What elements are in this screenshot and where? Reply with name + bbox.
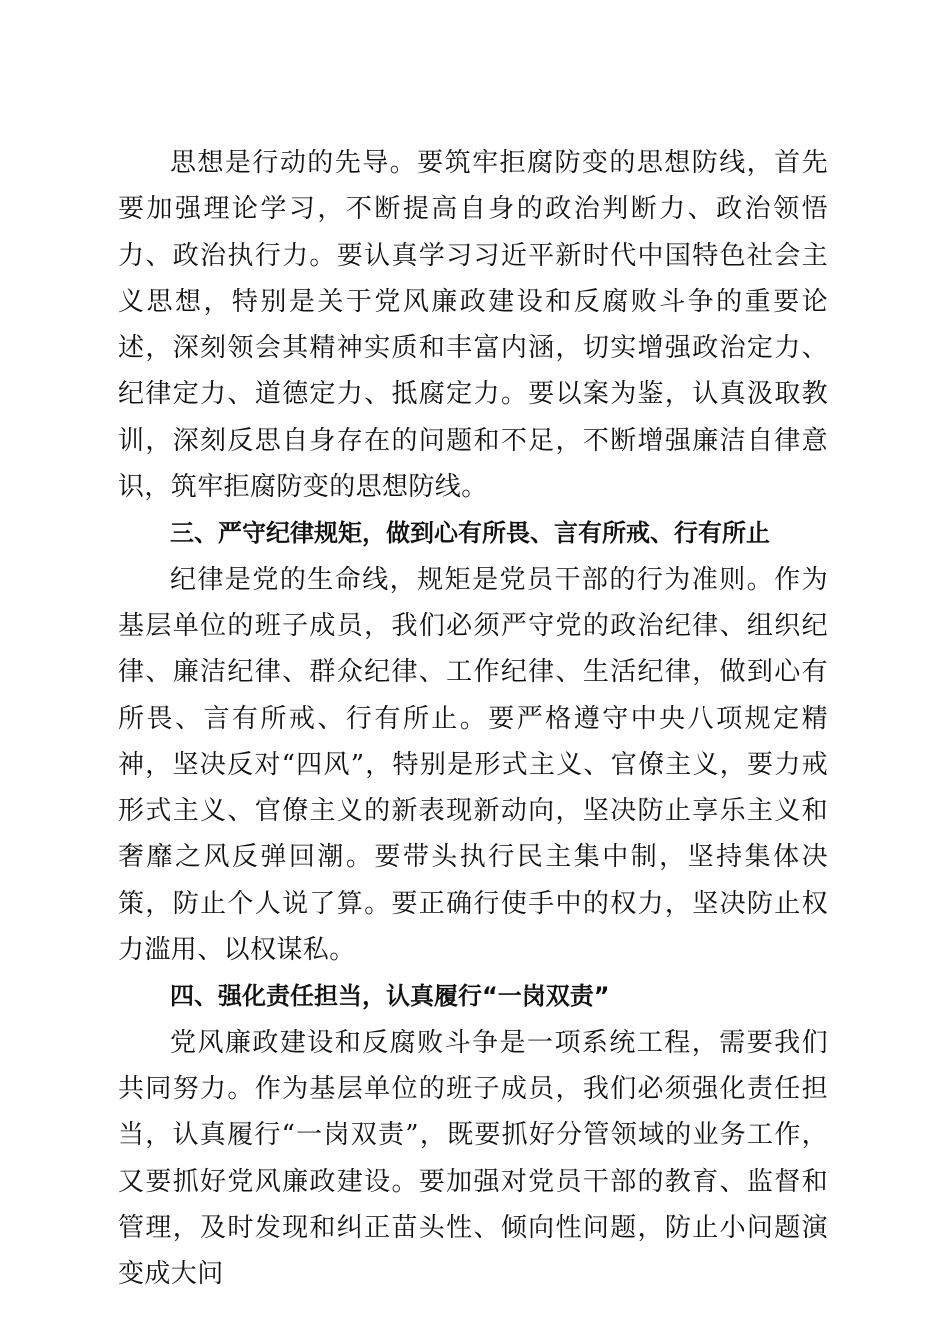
paragraph-discipline: 纪律是党的生命线，规矩是党员干部的行为准则。作为基层单位的班子成员，我们必须严守党的政治纪律、组织纪律、廉洁纪律、群众纪律、工作纪律、生活纪律，做到心有所畏、言有所戒、行有所止。要严格遵守中央八项规定精神，坚决反对“四风”，特别是形式主义、官僚主义，要力戒形式主义、官僚主义的新表现新动向，坚决防止享乐主义和奢靡之风反弹回潮。要带头执行民主集中制，坚持集体决策，防止个人说了算。要正确行使手中的权力，坚决防止权力滥用、以权谋私。 <box>118 564 828 966</box>
section-heading-responsibility: 四、强化责任担当，认真履行“一岗双责” <box>170 982 610 1011</box>
paragraph-thought-defense: 思想是行动的先导。要筑牢拒腐防变的思想防线，首先要加强理论学习，不断提高自身的政治判断力、政治领悟力、政治执行力。要认真学习习近平新时代中国特色社会主义思想，特别是关于党风廉政建设和反腐败斗争的重要论述，深刻领会其精神实质和丰富内涵，切实增强政治定力、纪律定力、道德定力、抵腐定力。要以案为鉴，认真汲取教训，深刻反思自身存在的问题和不足，不断增强廉洁自律意识，筑牢拒腐防变的思想防线。 <box>118 148 828 503</box>
section-heading-discipline: 三、严守纪律规矩，做到心有所畏、言有所戒、行有所止 <box>170 519 770 548</box>
document-body <box>118 140 828 1297</box>
paragraph-responsibility: 党风廉政建设和反腐败斗争是一项系统工程，需要我们共同努力。作为基层单位的班子成员，我们必须强化责任担当，认真履行“一岗双责”，既要抓好分管领域的业务工作，又要抓好党风廉政建设。要加强对党员干部的教育、监督和管理，及时发现和纠正苗头性、倾向性问题，防止小问题演变成大问 <box>118 1027 828 1290</box>
